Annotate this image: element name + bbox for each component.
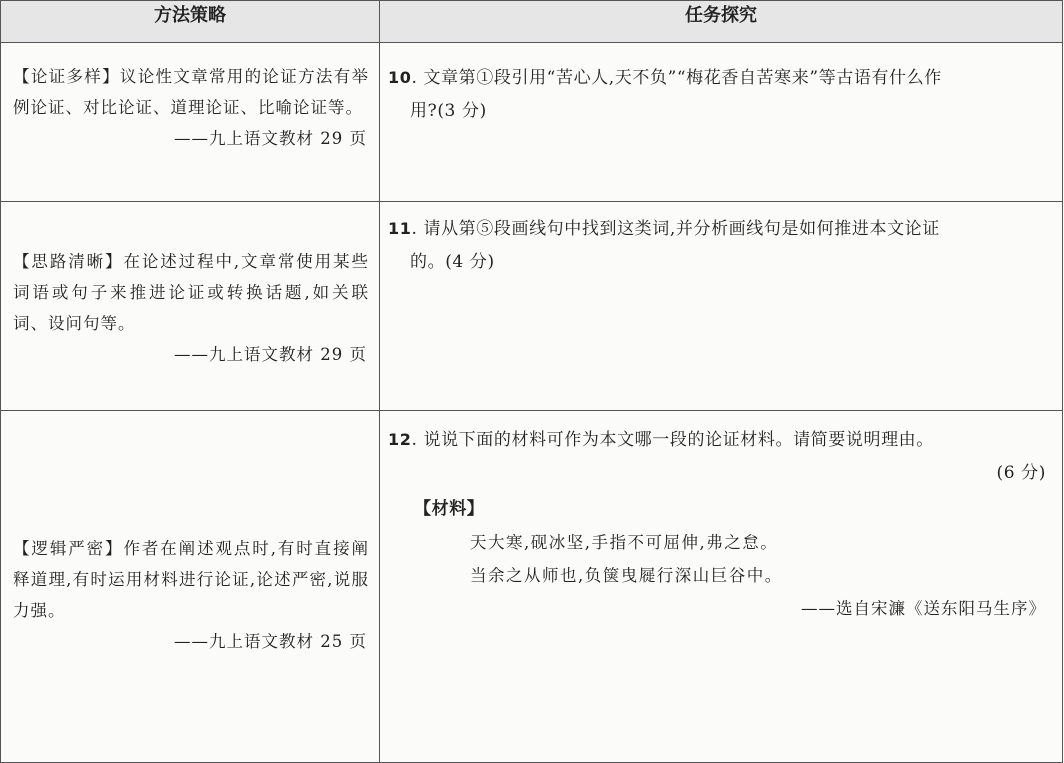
- strategy-text: [1, 61, 379, 123]
- task-cell: [380, 43, 1063, 202]
- material-title: 【材料】: [414, 499, 485, 519]
- table-header-row: [1, 1, 1063, 43]
- material-line-2: 当余之从师也,负箧曳屣行深山巨谷中。: [470, 566, 783, 585]
- question-11: [380, 212, 1062, 279]
- question-12: [380, 423, 1062, 625]
- strategy-body: 在论述过程中,文章常使用某些词语或句子来推进论证或转换话题,如关联词、设问句等。: [13, 252, 370, 333]
- strategy-cell: [1, 202, 380, 411]
- strategy-cell: [1, 411, 380, 763]
- table-row: [1, 202, 1063, 411]
- question-number: 11: [388, 219, 412, 238]
- strategy-text: [1, 246, 379, 339]
- strategy-tag: 【论证多样】: [13, 67, 120, 86]
- question-number: 10: [388, 68, 412, 87]
- strategy-tag: 【思路清晰】: [13, 252, 124, 271]
- task-cell: [380, 202, 1063, 411]
- material-line-1: 天大寒,砚冰坚,手指不可屈伸,弗之怠。: [470, 533, 779, 552]
- strategy-body: 作者在阐述观点时,有时直接阐释道理,有时运用材料进行论证,论述严密,说服力强。: [13, 539, 370, 620]
- table-row: [1, 411, 1063, 763]
- header-task-inquiry: 任务探究: [380, 1, 1063, 43]
- question-text-line1: . 请从第⑤段画线句中找到这类词,并分析画线句是如何推进本文论证: [411, 219, 940, 239]
- strategy-body: 议论性文章常用的论证方法有举例论证、对比论证、道理论证、比喻论证等。: [13, 67, 370, 117]
- question-text-line1: . 说说下面的材料可作为本文哪一段的论证材料。请简要说明理由。: [411, 430, 934, 450]
- question-10: [380, 61, 1062, 128]
- table-row: [1, 43, 1063, 202]
- question-text-line1: . 文章第①段引用“苦心人,天不负”“梅花香自苦寒来”等古语有什么作: [411, 68, 942, 88]
- question-score: (6 分): [996, 463, 1046, 483]
- question-text-line2: 的。(4 分): [410, 252, 495, 272]
- strategy-source: ——九上语文教材 29 页: [174, 129, 367, 148]
- question-text-line2: 用?(3 分): [410, 101, 487, 121]
- strategy-cell: [1, 43, 380, 202]
- strategy-source: ——九上语文教材 29 页: [174, 345, 367, 364]
- header-method-strategy: 方法策略: [1, 1, 380, 43]
- question-number: 12: [388, 430, 412, 449]
- strategy-source: ——九上语文教材 25 页: [174, 632, 367, 651]
- task-cell: [380, 411, 1063, 763]
- strategy-tag: 【逻辑严密】: [13, 539, 124, 558]
- material-source: ——选自宋濂《送东阳马生序》: [801, 599, 1046, 618]
- strategy-text: [1, 533, 379, 626]
